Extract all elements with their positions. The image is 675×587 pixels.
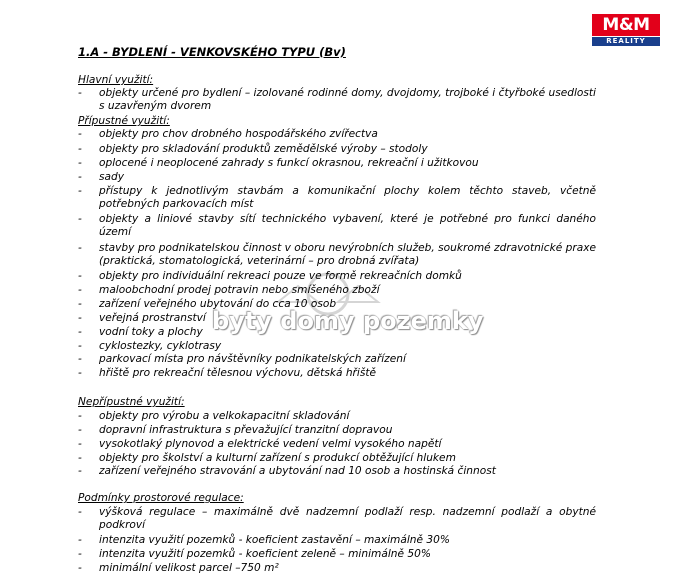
section-heading-main-use: Hlavní využití:: [78, 74, 154, 86]
bullet-dash: -: [78, 157, 82, 169]
bullet-dash: -: [78, 534, 82, 546]
list-item: [78, 353, 596, 366]
logo-bottom-text: REALITY: [592, 37, 660, 46]
list-item: [78, 326, 596, 339]
list-item-text: sady: [99, 171, 125, 183]
bullet-dash: -: [78, 548, 82, 560]
bullet-dash: -: [78, 424, 82, 436]
list-item-text: parkovací místa pro návštěvníky podnikatelských zařízení: [99, 353, 406, 365]
bullet-dash: -: [78, 298, 82, 310]
bullet-dash: -: [78, 326, 82, 338]
bullet-dash: -: [78, 143, 82, 155]
bullet-dash: -: [78, 185, 82, 197]
list-item: [78, 128, 596, 141]
list-item: [78, 157, 596, 170]
list-item: [78, 506, 596, 532]
bullet-dash: -: [78, 465, 82, 477]
logo-top-text: M&M: [592, 14, 660, 36]
list-item-text: intenzita využití pozemků - koeficient zeleně – minimálně 50%: [99, 548, 431, 560]
watermark-text: byty domy pozemky: [212, 307, 484, 335]
list-item-text: objekty určené pro bydlení – izolované rodinné domy, dvojdomy, trojboké i čtyřboké usedlosti s uzavřeným dvorem: [99, 87, 596, 112]
list-item-text: vodní toky a plochy: [99, 326, 203, 338]
bullet-dash: -: [78, 87, 82, 99]
list-item: [78, 534, 596, 547]
bullet-dash: -: [78, 270, 82, 282]
bullet-dash: -: [78, 353, 82, 365]
section-heading-permitted-use: Přípustné využití:: [78, 115, 170, 127]
list-item: [78, 424, 596, 437]
list-item: [78, 87, 596, 113]
bullet-dash: -: [78, 312, 82, 324]
list-item-text: přístupy k jednotlivým stavbám a komunikační plochy kolem těchto staveb, včetně potřebných parkovacích míst: [99, 185, 596, 210]
list-item: [78, 143, 596, 156]
list-item-text: objekty pro chov drobného hospodářského zvířectva: [99, 128, 378, 140]
list-item: [78, 340, 596, 353]
bullet-dash: -: [78, 340, 82, 352]
bullet-dash: -: [78, 367, 82, 379]
list-item-text: objekty a liniové stavby sítí technického vybavení, které je potřebné pro funkci daného území: [99, 213, 596, 238]
list-item-text: objekty pro výrobu a velkokapacitní skladování: [99, 410, 350, 422]
list-item-text: výšková regulace – maximálně dvě nadzemní podlaží resp. nadzemní podlaží a obytné podkroví: [99, 506, 596, 531]
section-heading-prohibited-use: Nepřípustné využití:: [78, 396, 185, 408]
bullet-dash: -: [78, 242, 82, 254]
list-item: [78, 242, 596, 268]
list-item-text: vysokotlaký plynovod a elektrické vedení velmi vysokého napětí: [99, 438, 442, 450]
list-item-text: objekty pro školství a kulturní zařízení s produkcí obtěžující hlukem: [99, 452, 456, 464]
bullet-dash: -: [78, 213, 82, 225]
page-title: 1.A - BYDLENÍ - VENKOVSKÉHO TYPU (Bv): [78, 45, 346, 59]
list-item-text: zařízení veřejného ubytování do cca 10 osob: [99, 298, 337, 310]
list-item: [78, 213, 596, 239]
bullet-dash: -: [78, 128, 82, 140]
list-item-text: veřejná prostranství: [99, 312, 206, 324]
list-item-text: objekty pro skladování produktů zemědělské výroby – stodoly: [99, 143, 428, 155]
bullet-dash: -: [78, 171, 82, 183]
bullet-dash: -: [78, 506, 82, 518]
list-item: [78, 367, 596, 380]
list-item-text: objekty pro individuální rekreaci pouze ve formě rekreačních domků: [99, 270, 462, 282]
list-item-text: stavby pro podnikatelskou činnost v oboru nevýrobních služeb, soukromé zdravotnické praxe (praktická, stomatologická, veterinární – pro drobná zvířata): [99, 242, 596, 267]
list-item: [78, 438, 596, 451]
list-item: [78, 171, 596, 184]
list-item: [78, 410, 596, 423]
bullet-dash: -: [78, 562, 82, 574]
bullet-dash: -: [78, 438, 82, 450]
list-item: [78, 298, 596, 311]
section-heading-spatial-regulation: Podmínky prostorové regulace:: [78, 492, 244, 504]
list-item: [78, 452, 596, 465]
bullet-dash: -: [78, 284, 82, 296]
list-item-text: intenzita využití pozemků - koeficient zastavění – maximálně 30%: [99, 534, 450, 546]
list-item: [78, 270, 596, 283]
list-item-text: dopravní infrastruktura s převažující tranzitní dopravou: [99, 424, 393, 436]
list-item-text: maloobchodní prodej potravin nebo smíšeného zboží: [99, 284, 380, 296]
list-item-text: zařízení veřejného stravování a ubytování nad 10 osob a hostinská činnost: [99, 465, 496, 477]
mm-reality-logo: [592, 14, 660, 46]
bullet-dash: -: [78, 410, 82, 422]
list-item-text: minimální velikost parcel –750 m²: [99, 562, 279, 574]
list-item: [78, 312, 596, 325]
list-item: [78, 562, 596, 575]
list-item-text: hřiště pro rekreační tělesnou výchovu, dětská hřiště: [99, 367, 377, 379]
list-item: [78, 284, 596, 297]
list-item-text: cyklostezky, cyklotrasy: [99, 340, 222, 352]
list-item-text: oplocené i neoplocené zahrady s funkcí okrasnou, rekreační i užitkovou: [99, 157, 479, 169]
list-item: [78, 465, 596, 478]
bullet-dash: -: [78, 452, 82, 464]
list-item: [78, 548, 596, 561]
list-item: [78, 185, 596, 211]
